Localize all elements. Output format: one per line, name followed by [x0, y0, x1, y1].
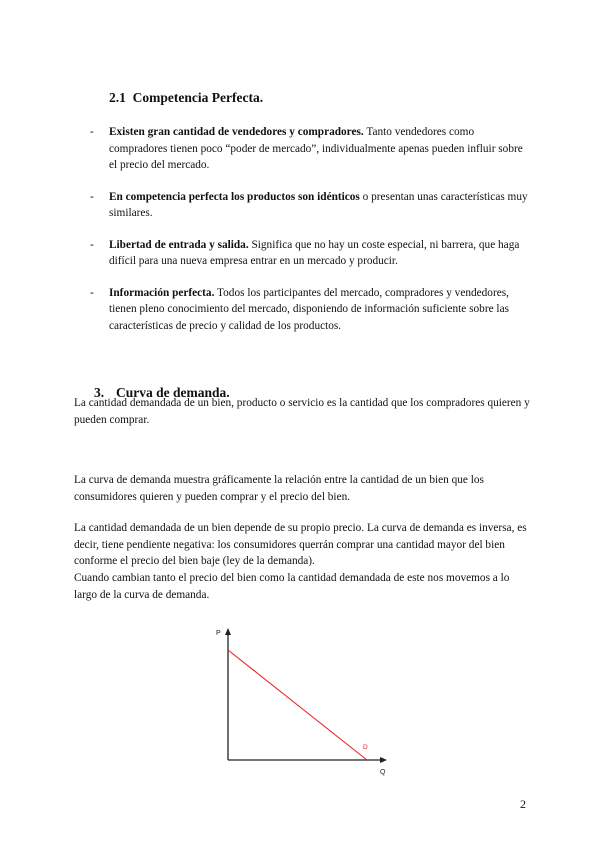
item-text: Tanto vendedores como compradores tienen poco “poder de mercado”, individualmente apenas pueden influir sobre el precio del mercado.	[109, 126, 523, 171]
demand-line	[228, 650, 367, 760]
page-number: 2	[520, 797, 526, 811]
demand-curve-chart	[200, 620, 400, 780]
section-number: 3.	[94, 385, 105, 400]
y-axis-arrowhead	[225, 628, 231, 635]
demand-curve-label: D	[363, 744, 368, 751]
list-item: - Libertad de entrada y salida. Significa que no hay un coste especial, ni barrera, que haga difícil para una nueva empresa entrar en un mercado y producir.	[90, 238, 520, 267]
item-bold-text: Información perfecta.	[109, 286, 215, 299]
section-2-1-heading	[109, 90, 263, 106]
y-axis-label: P	[216, 630, 221, 637]
item-text: o presentan unas características muy similares.	[109, 190, 528, 219]
paragraph-movement: Cuando cambian tanto el precio del bien como la cantidad demandada de este nos movemos a lo largo de la curva de demanda.	[74, 572, 510, 601]
x-axis-label: Q	[380, 769, 386, 776]
section-title: Competencia Perfecta.	[132, 90, 264, 105]
section-number: 2.1	[109, 90, 126, 105]
list-item: - Información perfecta. Todos los participantes del mercado, compradores y vendedores, tienen pleno conocimiento del mercado, disponiendo de información suficiente sobre las características de precio y calidad de los productos.	[90, 286, 509, 332]
item-bold-text: Libertad de entrada y salida.	[109, 238, 249, 251]
x-axis-arrowhead	[380, 757, 387, 763]
item-text: Todos los participantes del mercado, compradores y vendedores, tienen pleno conocimiento del mercado, disponiendo de información suficiente sobre las características de precio y calidad de los productos.	[109, 286, 509, 332]
item-bold-text: Existen gran cantidad de vendedores y compradores.	[109, 126, 364, 138]
paragraph-definition: La cantidad demandada de un bien, producto o servicio es la cantidad que los compradores quieren y pueden comprar.	[74, 397, 530, 426]
section-title: Curva de demanda.	[116, 385, 230, 400]
list-item: - Existen gran cantidad de vendedores y compradores. Tanto vendedores como compradores tienen poco “poder de mercado”, individualmente apenas pueden influir sobre el precio del mercado.	[90, 126, 523, 171]
item-bold-text: En competencia perfecta los productos son idénticos	[109, 190, 360, 203]
item-text: Significa que no hay un coste especial, ni barrera, que haga difícil para una nueva empresa entrar en un mercado y producir.	[109, 238, 520, 267]
paragraph-curve: La curva de demanda muestra gráficamente la relación entre la cantidad de un bien que los consumidores quieren y pueden comprar y el precio del bien.	[74, 474, 484, 503]
list-item: - En competencia perfecta los productos son idénticos o presentan unas características muy similares.	[90, 190, 528, 219]
features-list	[90, 124, 530, 349]
paragraph-price: La cantidad demandada de un bien depende de su propio precio. La curva de demanda es inversa, es decir, tiene pendiente negativa: los consumidores querrán comprar una cantidad mayor del bien conforme el precio del bien baje (ley de la demanda).	[74, 522, 527, 567]
